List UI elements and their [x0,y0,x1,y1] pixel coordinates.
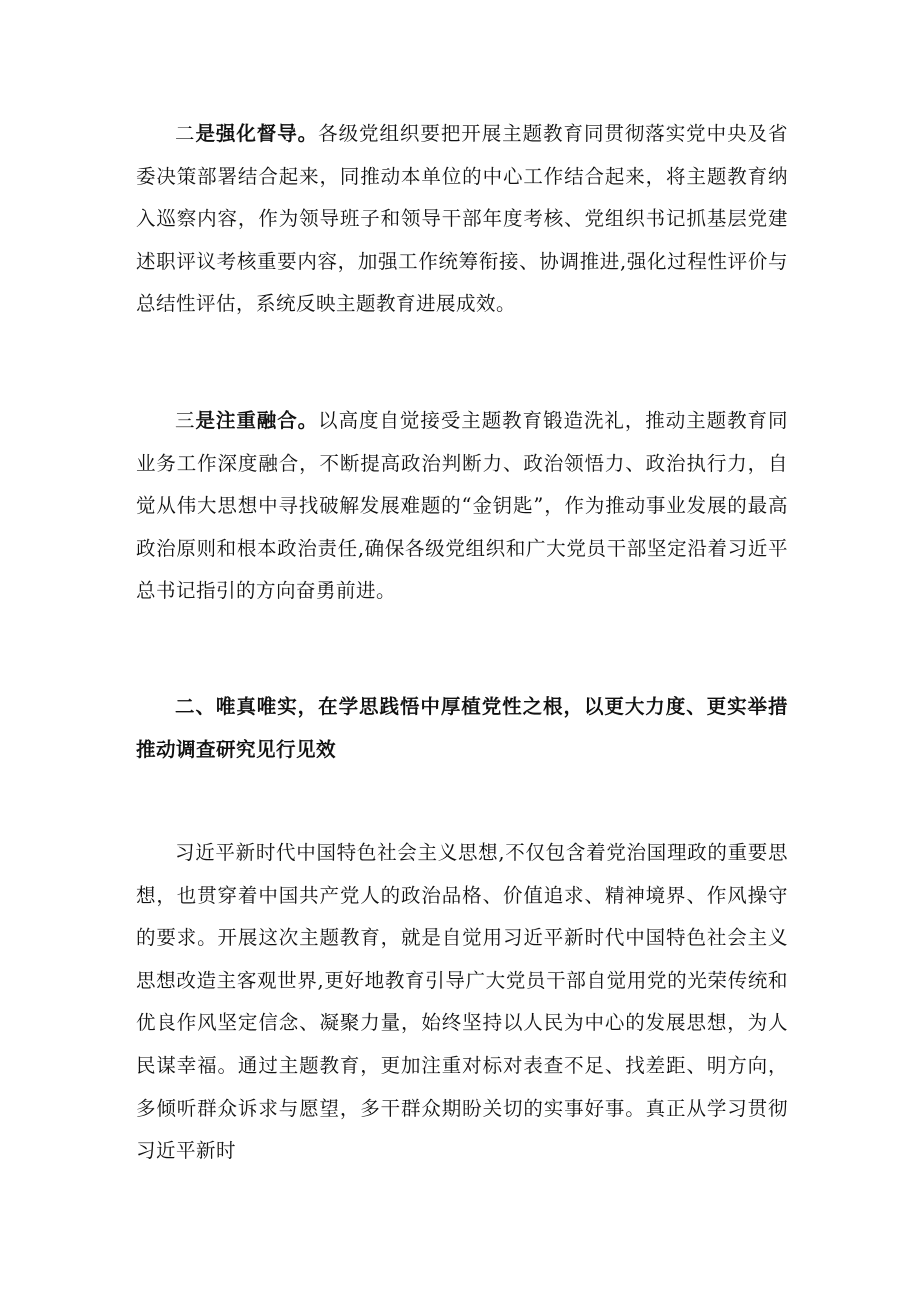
point-number: 二 [175,122,196,145]
point-lead: 是注重融合。 [195,409,319,432]
point-number: 三 [175,409,196,432]
point-body: 以高度自觉接受主题教育锻造洗礼，推动主题教育同业务工作深度融合，不断提高政治判断力、政治领悟力、政治执行力，自觉从伟大思想中寻找破解发展难题的“金钥匙”，作为推动事业发展的最高政治原则和根本政治责任,确保各级党组织和广大党员干部坚定沿着习近平总书记指引的方向奋勇前进。 [136,409,788,603]
section-heading: 二、唯真唯实，在学思践悟中厚植党性之根，以更大力度、更实举措推动调查研究见行见效 [136,695,788,761]
paragraph-strengthen-supervision [136,113,788,326]
paragraph-focus-integration [136,400,788,613]
paragraph-thought-body: 习近平新时代中国特色社会主义思想,不仅包含着党治国理政的重要思想，也贯穿着中国共产党人的政治品格、价值追求、精神境界、作风操守的要求。开展这次主题教育，就是自觉用习近平新时代中国特色社会主义思想改造主客观世界,更好地教育引导广大党员干部自觉用党的光荣传统和优良作风坚定信念、凝聚力量，始终坚持以人民为中心的发展思想，为人民谋幸福。通过主题教育，更加注重对标对表查不足、找差距、明方向，多倾听群众诉求与愿望，多干群众期盼关切的实事好事。真正从学习贯彻习近平新时 [136,841,788,1163]
point-body: 各级党组织要把开展主题教育同贯彻落实党中央及省委决策部署结合起来，同推动本单位的中心工作结合起来，将主题教育纳入巡察内容，作为领导班子和领导干部年度考核、党组织书记抓基层党建述职评议考核重要内容，加强工作统筹衔接、协调推进,强化过程性评价与总结性评估，系统反映主题教育进展成效。 [136,122,788,316]
point-lead: 是强化督导。 [195,122,319,145]
